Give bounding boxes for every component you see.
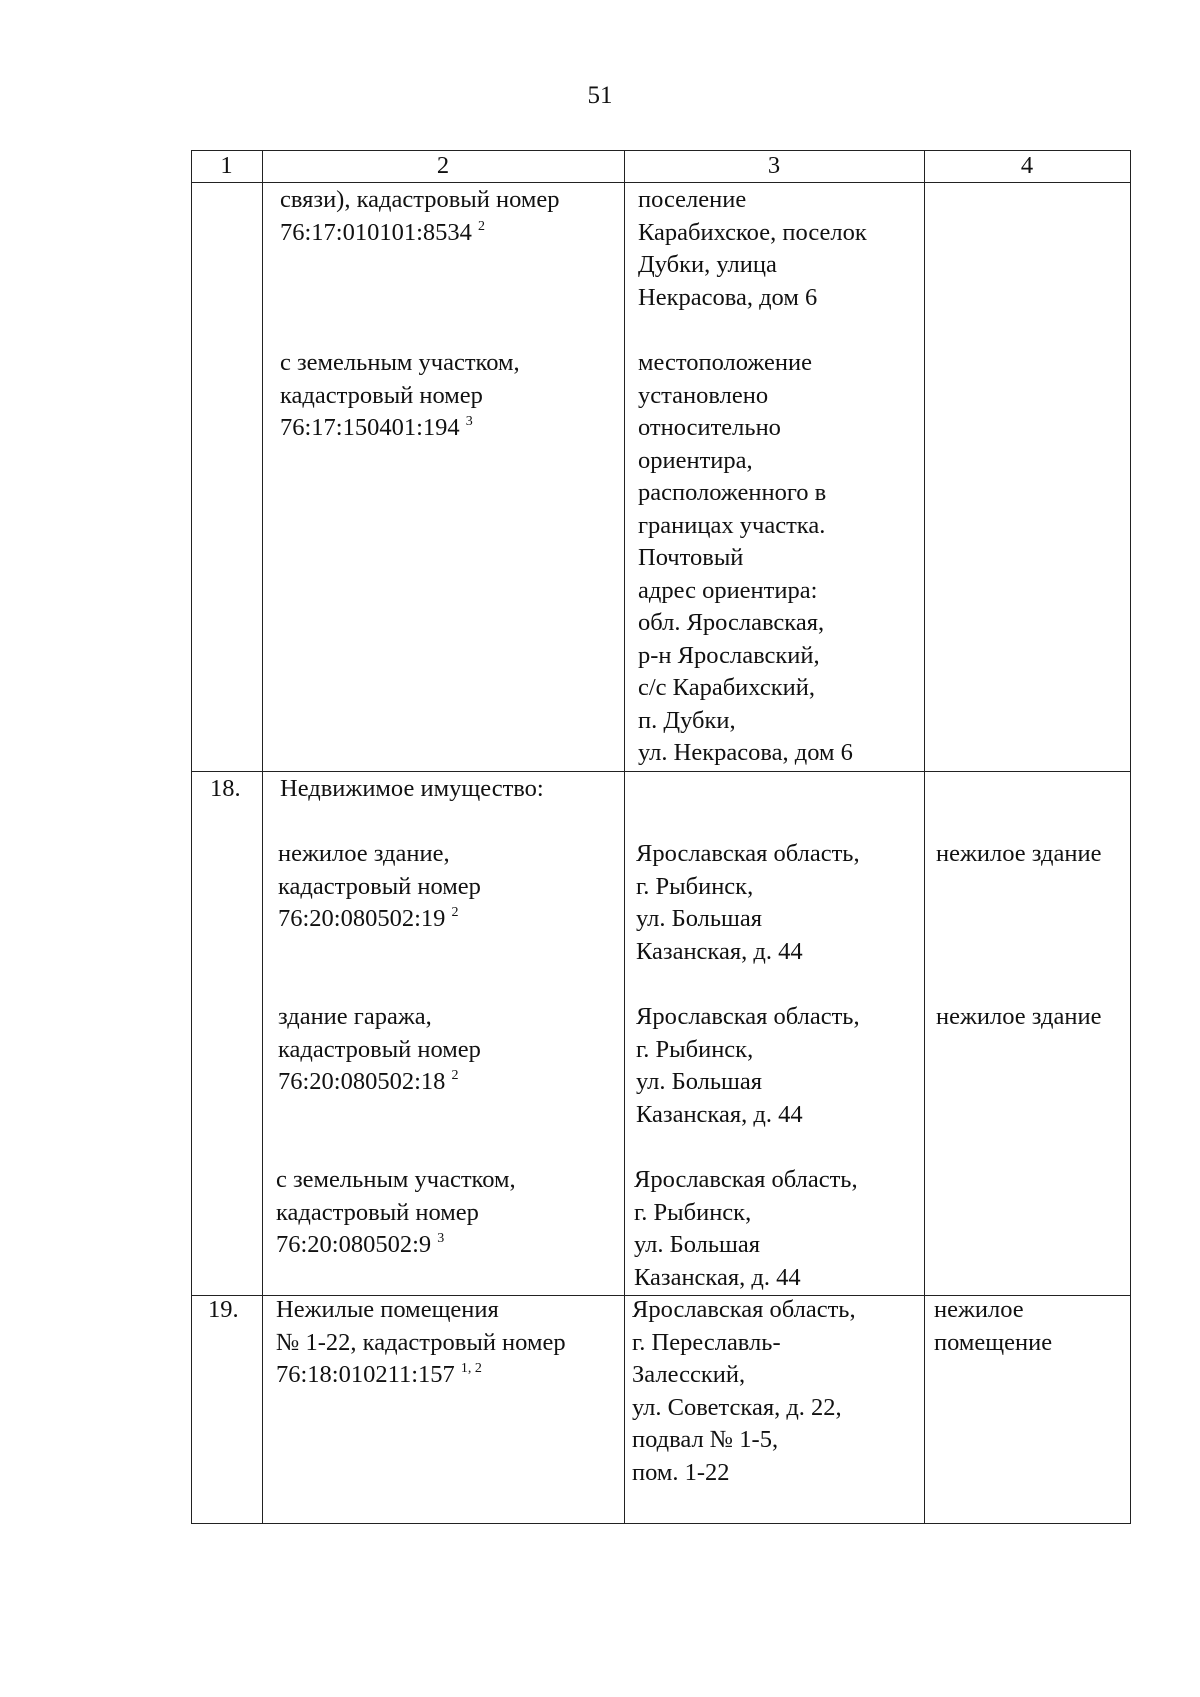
- row-18-type-1: нежилое здание: [936, 840, 1102, 867]
- footnote-ref: 3: [465, 414, 473, 429]
- table-bottom-border: [191, 1523, 1131, 1524]
- continuation-address-2: местоположение установлено относительно ориентира, расположенного в границах участка. Почтовый адрес ориентира: обл. Ярославская, р-н Ярославский, с/с Карабихский, п. Дубки, ул. Некрасова, дом 6: [638, 349, 853, 766]
- continuation-description-1: связи), кадастровый номер 76:17:010101:8534 $^2$: [280, 186, 560, 246]
- header-col-1: 1: [220, 152, 233, 179]
- header-col-3: 3: [767, 152, 781, 179]
- column-2-3-divider: [624, 150, 625, 1524]
- footnote-ref: 2: [451, 1068, 459, 1083]
- row-19-type: нежилое помещение: [934, 1296, 1053, 1356]
- row-19-description: Нежилые помещения № 1-22, кадастровый номер 76:18:010211:157 $^{1, 2}$: [276, 1296, 566, 1388]
- row-18-address-1: Ярославская область, г. Рыбинск, ул. Большая Казанская, д. 44: [636, 840, 860, 965]
- column-3-4-divider: [924, 150, 925, 1524]
- table-left-border: [191, 150, 192, 1524]
- row-18-heading: Недвижимое имущество:: [280, 775, 544, 802]
- continuation-address-1: поселение Карабихское, поселок Дубки, улица Некрасова, дом 6: [638, 186, 867, 311]
- continuation-description-2: с земельным участком, кадастровый номер 76:17:150401:194 $^3$: [280, 349, 520, 441]
- footnote-ref: 2: [478, 218, 486, 234]
- row-18-address-3: Ярославская область, г. Рыбинск, ул. Большая Казанская, д. 44: [634, 1166, 858, 1291]
- footnote-ref: 1, 2: [460, 1361, 482, 1376]
- row-18-description-1: нежилое здание, кадастровый номер 76:20:080502:19 $^2$: [278, 840, 481, 932]
- footnote-ref: 2: [451, 905, 459, 920]
- header-col-4: 4: [1020, 152, 1034, 179]
- row-19-number: 19.: [208, 1296, 239, 1323]
- column-1-2-divider: [262, 150, 263, 1524]
- row-18-number: 18.: [210, 775, 241, 802]
- row-18-description-3: с земельным участком, кадастровый номер 76:20:080502:9 $^3$: [276, 1166, 516, 1258]
- row-18-description-2: здание гаража, кадастровый номер 76:20:080502:18 $^2$: [278, 1003, 481, 1095]
- page-number: 51: [587, 82, 613, 109]
- footnote-ref: 3: [437, 1231, 445, 1246]
- header-col-2: 2: [436, 152, 450, 179]
- row-19-address: Ярославская область, г. Переславль- Залесский, ул. Советская, д. 22, подвал № 1-5, пом. 1-22: [632, 1296, 856, 1486]
- row-18-address-2: Ярославская область, г. Рыбинск, ул. Большая Казанская, д. 44: [636, 1003, 860, 1128]
- table-right-border: [1130, 150, 1131, 1524]
- row-18-type-2: нежилое здание: [936, 1003, 1102, 1030]
